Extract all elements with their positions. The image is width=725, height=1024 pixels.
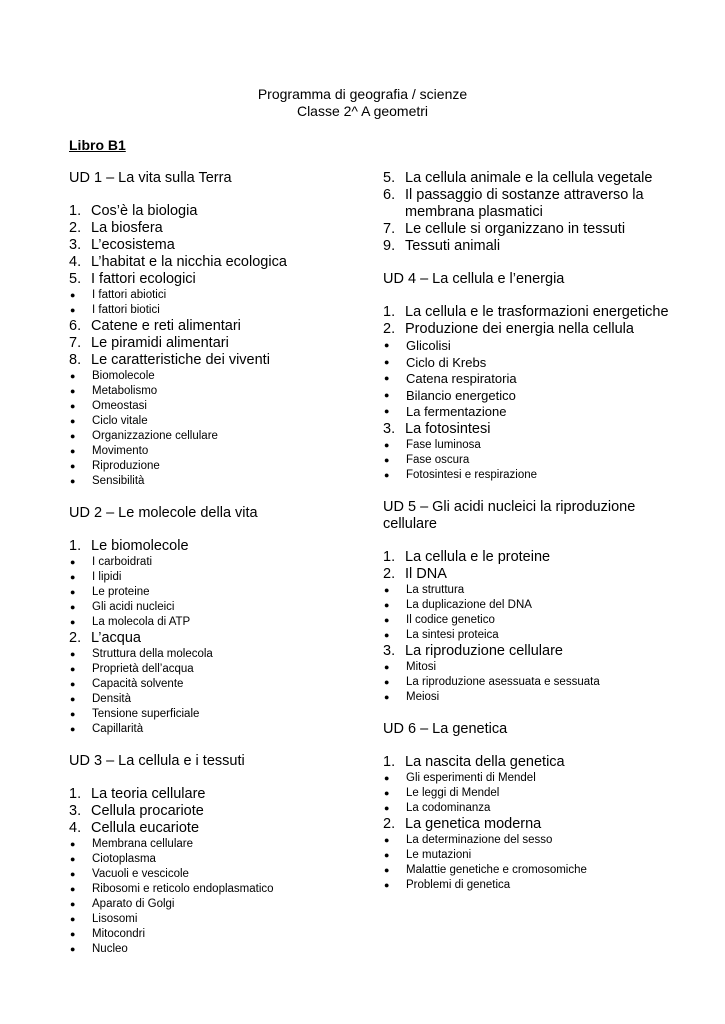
item-number: 3.	[383, 420, 396, 437]
item-text: Omeostasi	[92, 400, 147, 412]
item-text: La determinazione del sesso	[406, 833, 553, 846]
bullet-icon: ●	[70, 290, 76, 300]
bullet-item	[69, 677, 369, 692]
item-text: Ribosomi e reticolo endoplasmatico	[92, 883, 274, 895]
bullet-icon: ●	[70, 914, 76, 924]
bullet-item	[69, 707, 369, 722]
numbered-item	[69, 220, 369, 237]
unit-list	[383, 304, 683, 483]
bullet-icon: ●	[70, 649, 76, 659]
item-number: 8.	[69, 352, 82, 368]
item-text: Fotosintesi e respirazione	[406, 468, 538, 481]
bullet-icon: ●	[384, 454, 390, 465]
numbered-item	[69, 352, 369, 369]
numbered-item	[383, 643, 683, 660]
unit-list	[69, 203, 369, 489]
item-text: Meiosi	[406, 690, 440, 703]
bullet-icon: ●	[70, 557, 76, 567]
item-text: Metabolismo	[92, 385, 158, 397]
item-number: 7.	[69, 335, 82, 351]
item-text: La fermentazione	[406, 404, 507, 419]
bullet-item	[383, 801, 683, 816]
bullet-item	[69, 837, 369, 852]
bullet-icon: ●	[384, 691, 390, 702]
item-text: Le cellule si organizzano in tessuti	[405, 221, 626, 237]
item-text: Fase oscura	[406, 453, 470, 466]
item-text: Le caratteristiche dei viventi	[91, 352, 270, 368]
bullet-icon: ●	[384, 676, 390, 687]
numbered-item	[69, 271, 369, 288]
bullet-item	[69, 459, 369, 474]
item-number: 3.	[69, 803, 82, 819]
item-text: Catene e reti alimentari	[91, 318, 241, 334]
bullet-item	[383, 786, 683, 801]
bullet-icon: ●	[384, 373, 390, 383]
bullet-item	[383, 388, 683, 405]
bullet-item	[69, 722, 369, 737]
item-text: La teoria cellulare	[91, 786, 206, 802]
item-text: I fattori biotici	[92, 304, 160, 316]
unit-section	[69, 170, 369, 489]
item-text: Produzione dei energia nella cellula	[405, 321, 634, 337]
numbered-item	[383, 321, 683, 338]
bullet-item	[383, 453, 683, 468]
bullet-icon: ●	[70, 724, 76, 734]
bullet-icon: ●	[384, 584, 390, 595]
unit-section	[383, 721, 683, 893]
header-title: Programma di geografia / scienze	[257, 86, 468, 102]
bullet-item	[69, 555, 369, 570]
bullet-item	[383, 628, 683, 643]
bullet-item	[69, 615, 369, 630]
item-text: La sintesi proteica	[406, 628, 499, 641]
numbered-item	[69, 820, 369, 837]
item-number: 6.	[69, 318, 82, 334]
bullet-icon: ●	[384, 787, 390, 798]
bullet-icon: ●	[70, 929, 76, 939]
item-text: La biosfera	[91, 220, 163, 236]
bullet-item	[69, 882, 369, 897]
item-text: La genetica moderna	[405, 815, 542, 832]
item-number: 5.	[69, 271, 82, 287]
bullet-item	[69, 647, 369, 662]
unit-list	[383, 170, 683, 255]
item-text: La fotosintesi	[405, 420, 491, 437]
item-text: La codominanza	[406, 801, 491, 814]
bullet-item	[383, 404, 683, 421]
right-column	[383, 170, 683, 893]
item-text: Le biomolecole	[91, 538, 189, 554]
item-number: 2.	[383, 815, 396, 832]
item-text: Lisosomi	[92, 913, 138, 925]
bullet-icon: ●	[384, 356, 390, 367]
item-text: L’habitat e la nicchia ecologica	[91, 254, 287, 270]
unit-title: UD 5 – Gli acidi nucleici la riproduzione cellulare	[383, 498, 636, 532]
item-text: Il codice genetico	[406, 613, 495, 626]
numbered-item	[383, 238, 683, 255]
bullet-icon: ●	[384, 439, 390, 450]
unit-section	[69, 753, 369, 957]
bullet-item	[383, 598, 683, 613]
document-header	[0, 86, 725, 120]
bullet-icon: ●	[384, 629, 390, 640]
item-text: Densità	[92, 693, 131, 705]
bullet-item	[383, 371, 683, 388]
bullet-icon: ●	[70, 431, 76, 441]
item-number: 2.	[383, 565, 396, 582]
unit-section	[69, 505, 369, 737]
item-text: La nascita della genetica	[405, 753, 565, 770]
item-text: Tensione superficiale	[92, 708, 200, 720]
bullet-item	[69, 288, 369, 303]
bullet-icon: ●	[70, 305, 76, 315]
item-text: Gli esperimenti di Mendel	[406, 771, 536, 784]
numbered-item	[69, 203, 369, 220]
item-text: Mitocondri	[92, 928, 146, 940]
bullet-icon: ●	[384, 834, 390, 845]
bullet-item	[69, 474, 369, 489]
bullet-icon: ●	[70, 899, 76, 909]
bullet-item	[69, 927, 369, 942]
bullet-icon: ●	[384, 849, 390, 860]
bullet-item	[69, 399, 369, 414]
numbered-item	[383, 221, 683, 238]
item-number: 3.	[383, 642, 396, 659]
bullet-icon: ●	[70, 461, 76, 471]
bullet-icon: ●	[70, 839, 76, 849]
item-text: I carboidrati	[92, 556, 153, 568]
item-text: Cellula eucariote	[91, 820, 200, 836]
numbered-item	[69, 237, 369, 254]
bullet-icon: ●	[70, 401, 76, 411]
bullet-item	[383, 438, 683, 453]
bullet-item	[383, 613, 683, 628]
item-text: Catena respiratoria	[406, 371, 517, 386]
item-text: Glicolisi	[406, 338, 451, 353]
item-number: 6.	[383, 187, 396, 203]
bullet-icon: ●	[384, 389, 390, 400]
bullet-icon: ●	[70, 709, 76, 719]
bullet-item	[69, 600, 369, 615]
item-text: Membrana cellulare	[92, 838, 193, 850]
bullet-item	[69, 852, 369, 867]
bullet-icon: ●	[384, 864, 390, 875]
bullet-item	[383, 338, 683, 355]
bullet-item	[383, 878, 683, 893]
item-number: 2.	[69, 630, 82, 646]
numbered-item	[383, 421, 683, 438]
bullet-item	[69, 585, 369, 600]
item-text: La cellula animale e la cellula vegetale	[405, 170, 653, 186]
item-text: Tessuti animali	[405, 238, 501, 254]
left-column	[69, 170, 369, 957]
item-text: I fattori ecologici	[91, 271, 196, 287]
item-text: Vacuoli e vescicole	[92, 868, 189, 880]
item-text: I fattori abiotici	[92, 289, 167, 301]
bullet-item	[383, 863, 683, 878]
bullet-icon: ●	[384, 340, 390, 350]
unit-title: UD 6 – La genetica	[383, 720, 508, 737]
item-text: Il DNA	[405, 565, 447, 582]
item-text: Mitosi	[406, 660, 437, 673]
item-text: Le leggi di Mendel	[406, 786, 500, 799]
numbered-item	[383, 549, 683, 566]
numbered-item	[69, 538, 369, 555]
bullet-item	[383, 690, 683, 705]
numbered-item	[383, 754, 683, 771]
bullet-item	[69, 897, 369, 912]
item-number: 5.	[383, 170, 396, 186]
bullet-item	[383, 848, 683, 863]
item-text: Capacità solvente	[92, 678, 184, 690]
bullet-icon: ●	[70, 371, 76, 381]
item-number: 1.	[69, 538, 82, 554]
bullet-item	[383, 675, 683, 690]
bullet-icon: ●	[384, 599, 390, 610]
item-number: 1.	[69, 786, 82, 802]
item-text: L’ecosistema	[91, 237, 175, 253]
unit-section	[383, 170, 683, 255]
bullet-icon: ●	[70, 446, 76, 456]
bullet-icon: ●	[384, 614, 390, 625]
item-number: 1.	[69, 203, 82, 219]
bullet-item	[383, 833, 683, 848]
unit-list	[383, 754, 683, 893]
item-number: 3.	[69, 237, 82, 253]
item-text: Le piramidi alimentari	[91, 335, 229, 351]
bullet-icon: ●	[70, 386, 76, 396]
bullet-item	[69, 444, 369, 459]
unit-list	[69, 538, 369, 737]
bullet-icon: ●	[384, 406, 390, 416]
numbered-item	[69, 630, 369, 647]
bullet-item	[69, 429, 369, 444]
item-text: La riproduzione asessuata e sessuata	[406, 675, 600, 688]
item-text: La struttura	[406, 583, 465, 596]
bullet-icon: ●	[70, 416, 76, 426]
bullet-item	[69, 912, 369, 927]
item-text: Ciclo vitale	[92, 415, 148, 427]
bullet-icon: ●	[384, 772, 390, 783]
bullet-icon: ●	[384, 802, 390, 813]
item-text: Nucleo	[92, 943, 128, 955]
numbered-item	[383, 566, 683, 583]
item-text: La cellula e le proteine	[405, 548, 551, 565]
item-text: Aparato di Golgi	[92, 898, 175, 910]
bullet-icon: ●	[70, 664, 76, 674]
item-text: Proprietà dell’acqua	[92, 663, 194, 675]
unit-section	[383, 499, 683, 705]
item-text: La molecola di ATP	[92, 616, 191, 628]
bullet-item	[69, 942, 369, 957]
item-number: 2.	[69, 220, 82, 236]
bullet-icon: ●	[384, 469, 390, 480]
bullet-icon: ●	[70, 869, 76, 879]
item-text: Biomolecole	[92, 370, 155, 382]
item-text: Organizzazione cellulare	[92, 430, 218, 442]
item-text: Fase luminosa	[406, 438, 481, 451]
item-number: 9.	[383, 238, 396, 254]
item-number: 1.	[383, 304, 396, 320]
item-number: 2.	[383, 321, 396, 337]
item-number: 4.	[69, 254, 82, 270]
bullet-item	[69, 867, 369, 882]
item-text: Le mutazioni	[406, 848, 472, 861]
item-text: La riproduzione cellulare	[405, 642, 563, 659]
bullet-item	[69, 570, 369, 585]
bullet-item	[383, 583, 683, 598]
bullet-icon: ●	[70, 679, 76, 689]
numbered-item	[383, 187, 683, 221]
bullet-item	[69, 692, 369, 707]
item-text: Problemi di genetica	[406, 878, 511, 891]
bullet-icon: ●	[70, 617, 76, 627]
unit-title: UD 1 – La vita sulla Terra	[69, 170, 232, 186]
item-text: Il passaggio di sostanze attraverso la membrana plasmatici	[405, 187, 644, 220]
unit-list	[69, 786, 369, 957]
item-text: Capillarità	[92, 723, 144, 735]
unit-section	[383, 271, 683, 483]
numbered-item	[383, 304, 683, 321]
item-text: Ciotoplasma	[92, 853, 156, 865]
bullet-icon: ●	[70, 572, 76, 582]
bullet-icon: ●	[70, 854, 76, 864]
bullet-icon: ●	[384, 879, 390, 890]
numbered-item	[383, 170, 683, 187]
item-text: Bilancio energetico	[406, 387, 516, 403]
unit-title: UD 3 – La cellula e i tessuti	[69, 753, 245, 769]
item-text: Riproduzione	[92, 460, 160, 472]
item-text: Movimento	[92, 445, 149, 457]
numbered-item	[69, 786, 369, 803]
item-text: Le proteine	[92, 586, 150, 598]
item-text: Ciclo di Krebs	[406, 354, 487, 370]
item-number: 4.	[69, 820, 82, 836]
unit-title: UD 2 – Le molecole della vita	[69, 505, 258, 521]
bullet-item	[383, 355, 683, 372]
bullet-item	[383, 660, 683, 675]
item-text: Malattie genetiche e cromosomiche	[406, 863, 587, 876]
bullet-item	[69, 303, 369, 318]
unit-title: UD 4 – La cellula e l’energia	[383, 271, 565, 287]
item-text: I lipidi	[92, 571, 122, 583]
bullet-item	[69, 369, 369, 384]
bullet-item	[69, 384, 369, 399]
bullet-icon: ●	[384, 661, 390, 672]
bullet-icon: ●	[70, 587, 76, 597]
item-text: La duplicazione del DNA	[406, 598, 532, 611]
bullet-item	[383, 468, 683, 483]
item-number: 1.	[383, 548, 396, 565]
item-text: Gli acidi nucleici	[92, 601, 175, 613]
numbered-item	[383, 816, 683, 833]
numbered-item	[69, 254, 369, 271]
item-text: Cellula procariote	[91, 803, 204, 819]
item-text: Struttura della molecola	[92, 648, 213, 660]
unit-list	[383, 549, 683, 705]
item-text: Cos’è la biologia	[91, 203, 198, 219]
item-text: La cellula e le trasformazioni energetiche	[405, 304, 669, 320]
bullet-icon: ●	[70, 694, 76, 704]
bullet-item	[69, 414, 369, 429]
item-text: Sensibilità	[92, 475, 145, 487]
header-class: Classe 2^ A geometri	[296, 103, 429, 119]
bullet-icon: ●	[70, 602, 76, 612]
bullet-item	[69, 662, 369, 677]
bullet-item	[383, 771, 683, 786]
bullet-icon: ●	[70, 884, 76, 894]
bullet-icon: ●	[70, 476, 76, 486]
numbered-item	[69, 803, 369, 820]
bullet-icon: ●	[70, 944, 76, 954]
numbered-item	[69, 335, 369, 352]
item-number: 7.	[383, 221, 396, 237]
item-number: 1.	[383, 753, 396, 770]
numbered-item	[69, 318, 369, 335]
book-title: Libro B1	[69, 137, 126, 153]
item-text: L’acqua	[91, 630, 141, 646]
